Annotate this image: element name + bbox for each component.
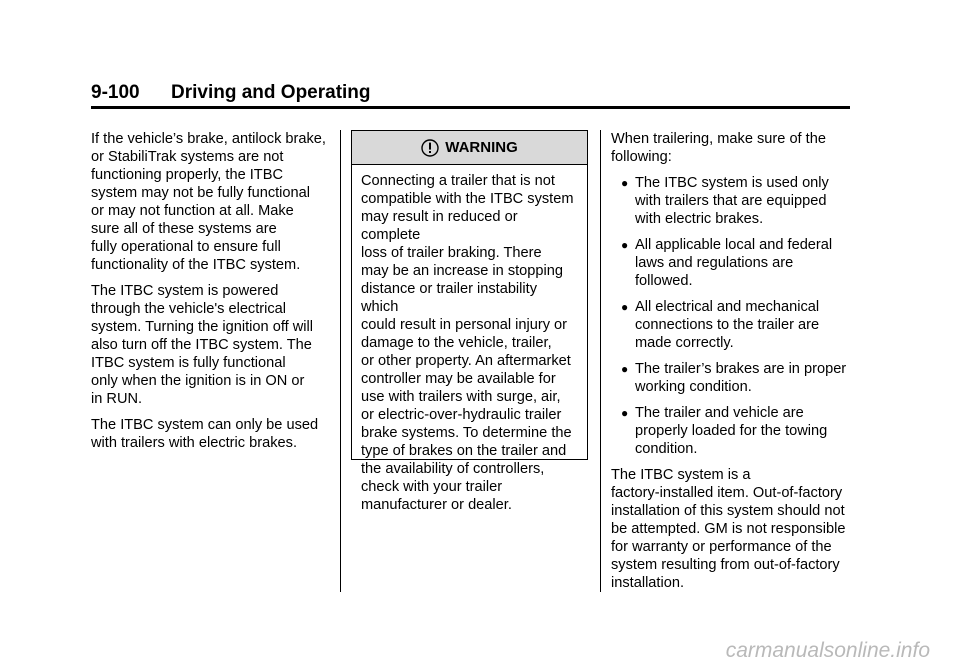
section-title: Driving and Operating: [171, 82, 371, 103]
closing-paragraph: The ITBC system is a factory-installed item. Out-of-factory installation of this system should not be attempted. GM is not responsible for warranty or performance of the system resulting from out-of-factory installation.: [611, 467, 846, 591]
paragraph: The ITBC system is powered through the vehicle's electrical system. Turning the ignition off will also turn off the ITBC system. The ITBC system is fully functional only when the ignition is in ON or in RUN.: [91, 283, 313, 407]
page-number: 9-100: [91, 82, 140, 103]
warning-text: Connecting a trailer that is not compatible with the ITBC system may result in reduced or complete loss of trailer braking. There may be an increase in stopping distance or trailer instability which could result in personal injury or damage to the vehicle, trailer, or other property. An aftermarket controller may be available for use with trailers with surge, air, or electric-over-hydraulic trailer brake systems. To determine the type of brakes on the trailer and the availability of controllers, check with your trailer manufacturer or dealer.: [361, 173, 574, 513]
list-item: ● All electrical and mechanical connections to the trailer are made correctly.: [621, 299, 820, 351]
bullet-icon: ●: [621, 406, 629, 420]
column-divider: [600, 130, 601, 592]
warning-box: [351, 130, 588, 513]
list-item: ● The ITBC system is used only with trailers that are equipped with electric brakes.: [621, 175, 829, 227]
bullet-icon: ●: [621, 300, 629, 314]
left-column: [91, 130, 336, 460]
paragraph: If the vehicle’s brake, antilock brake, or StabiliTrak systems are not functioning properly, the ITBC system may not be fully functional or may not function at all. Make sure all of these systems are fully operational to ensure full functionality of the ITBC system.: [91, 131, 326, 273]
list-item: ● The trailer and vehicle are properly loaded for the towing condition.: [621, 405, 828, 457]
list-item: ● The trailer’s brakes are in proper working condition.: [621, 361, 847, 395]
warning-icon: [421, 139, 439, 157]
warning-heading: WARNING: [445, 139, 518, 156]
bullet-icon: ●: [621, 238, 629, 252]
bullet-icon: ●: [621, 362, 629, 376]
list-item: ● All applicable local and federal laws and regulations are followed.: [621, 237, 833, 289]
paragraph: The ITBC system can only be used with trailers with electric brakes.: [91, 417, 319, 451]
column-divider: [340, 130, 341, 592]
bullet-icon: ●: [621, 176, 629, 190]
warning-header: [352, 131, 587, 165]
right-column: [611, 130, 856, 600]
intro-text: When trailering, make sure of the following:: [611, 131, 826, 165]
page-header: [91, 82, 850, 109]
watermark: carmanualsonline.info: [725, 639, 930, 662]
